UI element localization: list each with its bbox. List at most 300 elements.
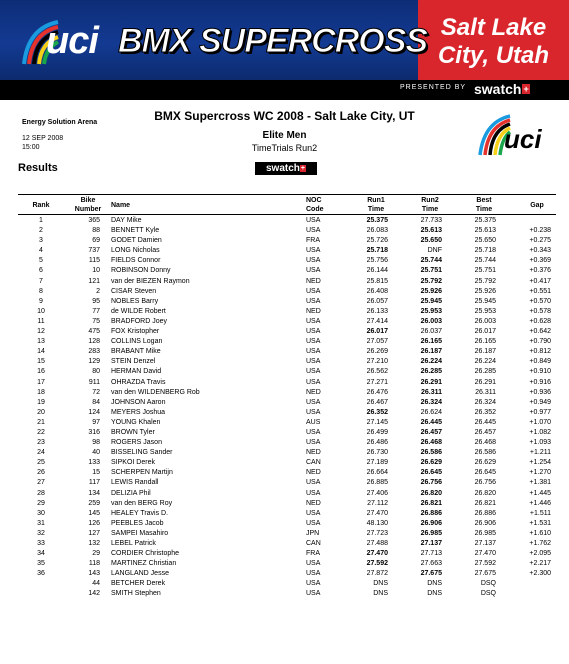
run1-time-cell: 26.017 xyxy=(366,328,388,336)
noc-code-cell: USA xyxy=(306,519,321,527)
table-row xyxy=(0,428,569,438)
event-banner xyxy=(0,0,569,100)
rank-cell: 14 xyxy=(37,348,45,356)
run2-time-cell: 26.285 xyxy=(420,368,442,376)
page-title: BMX Supercross WC 2008 - Salt Lake City, UT xyxy=(154,109,415,123)
rank-cell: 21 xyxy=(37,418,45,426)
table-row xyxy=(0,347,569,357)
bike-number-cell: 316 xyxy=(88,428,100,436)
table-row xyxy=(0,458,569,468)
col-header-run1-line2: Time xyxy=(367,206,385,213)
best-time-cell: 26.586 xyxy=(474,449,496,457)
run1-time-cell: 26.476 xyxy=(366,388,388,396)
col-header-best-line2: Time xyxy=(475,206,493,213)
bike-number-cell: 88 xyxy=(92,227,100,235)
best-time-cell: 27.470 xyxy=(474,550,496,558)
col-header-run1-line1: Run1 xyxy=(367,197,385,204)
bike-number-cell: 365 xyxy=(88,217,100,224)
rank-cell: 3 xyxy=(39,237,43,245)
col-header-best-line1: Best xyxy=(476,197,492,204)
table-row xyxy=(0,307,569,317)
bike-number-cell: 95 xyxy=(92,297,100,305)
rank-cell: 15 xyxy=(37,358,45,366)
rider-name-cell: SIPKOI Derek xyxy=(111,459,155,467)
best-time-cell: 25.945 xyxy=(474,297,496,305)
run1-time-cell: 26.144 xyxy=(366,267,388,275)
best-time-cell: 27.675 xyxy=(474,570,496,578)
noc-code-cell: USA xyxy=(306,267,321,275)
rider-name-cell: SMITH Stephen xyxy=(111,590,161,598)
run1-time-cell: 25.726 xyxy=(366,237,388,245)
best-time-cell: 26.886 xyxy=(474,509,496,517)
run2-time-cell: 26.291 xyxy=(420,378,442,386)
venue-name: Energy Solution Arena xyxy=(22,119,98,126)
rank-cell: 5 xyxy=(39,257,43,265)
noc-code-cell: USA xyxy=(306,398,321,406)
rider-name-cell: BRADFORD Joey xyxy=(111,317,168,325)
rank-cell: 2 xyxy=(39,227,43,235)
run1-time-cell: 27.723 xyxy=(366,529,388,537)
bike-number-cell: 129 xyxy=(88,358,100,366)
col-header-run2-line1: Run2 xyxy=(421,197,439,204)
gap-cell: +2.217 xyxy=(529,560,551,568)
noc-code-cell: USA xyxy=(306,439,321,447)
run2-time-cell: 25.613 xyxy=(420,227,442,235)
gap-cell: +0.916 xyxy=(529,378,551,386)
rider-name-cell: SCHERPEN Martijn xyxy=(111,469,173,477)
gap-cell: +1.762 xyxy=(529,540,551,547)
table-row xyxy=(0,297,569,307)
table-row xyxy=(0,246,569,256)
noc-code-cell: USA xyxy=(306,317,321,325)
gap-cell: +0.642 xyxy=(529,328,551,336)
col-header-run1 xyxy=(360,196,392,214)
run2-time-cell: DNS xyxy=(427,580,442,588)
rider-name-cell: MEYERS Joshua xyxy=(111,408,166,416)
best-time-cell: 26.285 xyxy=(474,368,496,376)
rider-name-cell: STEIN Denzel xyxy=(111,358,156,366)
noc-code-cell: USA xyxy=(306,378,321,386)
run1-time-cell: 26.885 xyxy=(366,479,388,487)
rider-name-cell: van den BERG Roy xyxy=(111,499,173,507)
table-row xyxy=(0,236,569,246)
rider-name-cell: BROWN Tyler xyxy=(111,428,155,436)
noc-code-cell: NED xyxy=(306,307,321,315)
best-time-cell: 26.906 xyxy=(474,519,496,527)
best-time-cell: 26.291 xyxy=(474,378,496,386)
run1-time-cell: 25.718 xyxy=(366,247,388,255)
rider-name-cell: BRABANT Mike xyxy=(111,348,161,356)
gap-cell: +0.417 xyxy=(529,277,551,285)
uci-logo-right-text: uci xyxy=(504,124,542,154)
run1-time-cell: 26.730 xyxy=(366,449,388,457)
gap-cell: +1.070 xyxy=(529,418,551,426)
table-row xyxy=(0,519,569,529)
rider-name-cell: GODET Damien xyxy=(111,237,162,245)
noc-code-cell: USA xyxy=(306,580,321,588)
rank-cell: 18 xyxy=(37,388,45,396)
rider-name-cell: LEWIS Randall xyxy=(111,479,159,487)
run2-time-cell: 26.187 xyxy=(420,348,442,356)
table-row xyxy=(0,378,569,388)
table-row xyxy=(0,287,569,297)
rider-name-cell: BETCHER Derek xyxy=(111,580,166,588)
rider-name-cell: MARTINEZ Christian xyxy=(111,560,177,568)
rank-cell: 17 xyxy=(37,378,45,386)
run2-time-cell: DNS xyxy=(427,590,442,598)
table-row xyxy=(0,468,569,478)
run2-time-cell: 26.468 xyxy=(420,439,442,447)
bike-number-cell: 77 xyxy=(92,307,100,315)
col-header-gap: Gap xyxy=(530,202,544,209)
sponsor-badge-plus-icon: + xyxy=(300,165,305,172)
run2-time-cell: 26.756 xyxy=(420,479,442,487)
rank-cell: 31 xyxy=(37,519,45,527)
bike-number-cell: 134 xyxy=(88,489,100,497)
bike-number-cell: 10 xyxy=(92,267,100,275)
noc-code-cell: CAN xyxy=(306,540,321,547)
run1-time-cell: 25.815 xyxy=(366,277,388,285)
rank-cell: 20 xyxy=(37,408,45,416)
noc-code-cell: AUS xyxy=(306,418,321,426)
bike-number-cell: 127 xyxy=(88,529,100,537)
bike-number-cell: 72 xyxy=(92,388,100,396)
bike-number-cell: 80 xyxy=(92,368,100,376)
col-header-rank: Rank xyxy=(32,202,50,209)
table-row xyxy=(0,256,569,266)
noc-code-cell: USA xyxy=(306,338,321,346)
run2-time-cell: 26.224 xyxy=(420,358,442,366)
rider-name-cell: BISSELING Sander xyxy=(111,449,173,457)
table-row xyxy=(0,529,569,539)
bike-number-cell: 84 xyxy=(92,398,100,406)
rider-name-cell: HERMAN David xyxy=(111,368,162,376)
bike-number-cell: 121 xyxy=(88,277,100,285)
rank-cell: 36 xyxy=(37,570,45,578)
rider-name-cell: YOUNG Khalen xyxy=(111,418,161,426)
run1-time-cell: 25.375 xyxy=(366,217,388,224)
table-row xyxy=(0,589,569,599)
table-row xyxy=(0,539,569,549)
run1-time-cell: 27.112 xyxy=(367,499,388,507)
bike-number-cell: 475 xyxy=(88,328,100,336)
rider-name-cell: van der BIEZEN Raymon xyxy=(111,277,190,285)
run2-time-cell: 25.650 xyxy=(420,237,442,245)
rank-cell: 23 xyxy=(37,439,45,447)
run2-time-cell: 26.324 xyxy=(420,398,442,406)
sponsor-badge xyxy=(255,162,317,175)
run1-time-cell: 27.488 xyxy=(366,540,388,547)
gap-cell: +0.343 xyxy=(529,247,551,255)
run1-time-cell: 27.145 xyxy=(366,418,388,426)
run1-time-cell: 26.467 xyxy=(366,398,388,406)
col-header-run2 xyxy=(414,196,446,214)
run1-time-cell: 26.408 xyxy=(366,287,388,295)
table-row xyxy=(0,226,569,236)
bike-number-cell: 40 xyxy=(92,449,100,457)
table-row xyxy=(0,388,569,398)
series-title: BMX SUPERCROSS xyxy=(118,22,428,60)
noc-code-cell: USA xyxy=(306,358,321,366)
best-time-cell: 25.751 xyxy=(474,267,496,275)
sponsor-plus-icon: + xyxy=(523,84,529,94)
run2-time-cell: 25.751 xyxy=(420,267,442,275)
run2-time-cell: 26.624 xyxy=(420,408,442,416)
best-time-cell: 26.445 xyxy=(474,418,496,426)
bike-number-cell: 97 xyxy=(92,418,100,426)
run2-time-cell: 26.820 xyxy=(420,489,442,497)
rank-cell: 4 xyxy=(39,247,43,255)
gap-cell: +0.238 xyxy=(529,227,551,235)
sponsor-name: swatch xyxy=(474,81,522,97)
rider-name-cell: FIELDS Connor xyxy=(111,257,161,265)
col-header-bike xyxy=(68,196,108,214)
run2-time-cell: 27.733 xyxy=(420,217,442,224)
rider-name-cell: DAY Mike xyxy=(111,217,142,224)
gap-cell: +0.578 xyxy=(529,307,551,315)
sponsor-badge-name: swatch xyxy=(266,163,300,174)
table-row xyxy=(0,579,569,589)
sponsor-logo xyxy=(474,81,530,97)
run1-time-cell: 27.271 xyxy=(366,378,388,386)
noc-code-cell: JPN xyxy=(306,529,320,537)
bike-number-cell: 283 xyxy=(88,348,100,356)
gap-cell: +2.300 xyxy=(529,570,551,578)
rank-cell: 22 xyxy=(37,428,45,436)
run2-time-cell: 26.037 xyxy=(420,328,442,336)
run2-time-cell: 26.985 xyxy=(420,529,442,537)
bike-number-cell: 75 xyxy=(92,317,100,325)
run-subtitle: TimeTrials Run2 xyxy=(251,143,318,153)
best-time-cell: 26.017 xyxy=(474,328,496,336)
best-time-cell: 26.629 xyxy=(474,459,496,467)
run2-time-cell: 26.457 xyxy=(420,428,442,436)
run1-time-cell: 26.664 xyxy=(366,469,388,477)
best-time-cell: 25.375 xyxy=(474,217,496,224)
rider-name-cell: JOHNSON Aaron xyxy=(111,398,166,406)
gap-cell: +0.812 xyxy=(529,348,551,356)
noc-code-cell: CAN xyxy=(306,459,321,467)
gap-cell: +0.376 xyxy=(529,267,551,275)
best-time-cell: 27.137 xyxy=(474,540,496,547)
run2-time-cell: 27.713 xyxy=(420,550,442,558)
gap-cell: +1.610 xyxy=(529,529,551,537)
run1-time-cell: 26.352 xyxy=(366,408,388,416)
run2-time-cell: 27.663 xyxy=(420,560,442,568)
gap-cell: +1.445 xyxy=(529,489,551,497)
table-row xyxy=(0,569,569,579)
col-header-bike-line2: Number xyxy=(74,206,102,213)
event-date: 12 SEP 2008 xyxy=(22,135,64,142)
table-row xyxy=(0,509,569,519)
run1-time-cell: 27.470 xyxy=(366,550,388,558)
uci-logo-text: uci xyxy=(46,20,98,62)
noc-code-cell: FRA xyxy=(306,550,320,558)
noc-code-cell: USA xyxy=(306,570,321,578)
rider-name-cell: NOBLES Barry xyxy=(111,297,159,305)
run2-time-cell: 25.792 xyxy=(420,277,442,285)
noc-code-cell: USA xyxy=(306,428,321,436)
run2-time-cell: 26.445 xyxy=(420,418,442,426)
gap-cell: +0.977 xyxy=(529,408,551,416)
table-row xyxy=(0,337,569,347)
col-header-bike-line1: Bike xyxy=(80,197,96,204)
rank-cell: 6 xyxy=(39,267,43,275)
rider-name-cell: BENNETT Kyle xyxy=(111,227,160,235)
rider-name-cell: HEALEY Travis D. xyxy=(111,509,169,517)
best-time-cell: 26.224 xyxy=(474,358,496,366)
gap-cell: +0.910 xyxy=(529,368,551,376)
run2-time-cell: 27.675 xyxy=(420,570,442,578)
table-row xyxy=(0,478,569,488)
gap-cell: +0.628 xyxy=(529,317,551,325)
run2-time-cell: 26.586 xyxy=(420,449,442,457)
bike-number-cell: 124 xyxy=(88,408,100,416)
bike-number-cell: 911 xyxy=(88,378,100,386)
rider-name-cell: ROBINSON Donny xyxy=(111,267,171,275)
best-time-cell: 26.165 xyxy=(474,338,496,346)
run2-time-cell: 26.311 xyxy=(420,388,442,396)
rider-name-cell: de WILDE Robert xyxy=(111,307,166,315)
best-time-cell: 27.592 xyxy=(474,560,496,568)
run1-time-cell: 27.414 xyxy=(366,317,388,325)
bike-number-cell: 259 xyxy=(88,499,100,507)
run1-time-cell: 27.592 xyxy=(366,560,388,568)
rider-name-cell: FOX Kristopher xyxy=(111,328,160,336)
noc-code-cell: USA xyxy=(306,408,321,416)
rider-name-cell: OHRAZDA Travis xyxy=(111,378,166,386)
noc-code-cell: USA xyxy=(306,227,321,235)
gap-cell: +0.790 xyxy=(529,338,551,346)
col-header-noc xyxy=(306,196,324,214)
col-header-noc-line2: Code xyxy=(306,206,324,213)
noc-code-cell: USA xyxy=(306,509,321,517)
run2-time-cell: 26.821 xyxy=(420,499,442,507)
rank-cell: 25 xyxy=(37,459,45,467)
rider-name-cell: LONG Nicholas xyxy=(111,247,160,255)
best-time-cell: 26.645 xyxy=(474,469,496,477)
event-time: 15:00 xyxy=(22,144,40,151)
noc-code-cell: USA xyxy=(306,217,321,224)
rider-name-cell: CISAR Steven xyxy=(111,287,157,295)
rank-cell: 9 xyxy=(39,297,43,305)
run2-time-cell: 25.953 xyxy=(420,307,442,315)
gap-cell: +1.093 xyxy=(529,439,551,447)
gap-cell: +1.082 xyxy=(529,428,551,436)
bike-number-cell: 44 xyxy=(92,580,100,588)
noc-code-cell: NED xyxy=(306,449,321,457)
rank-cell: 16 xyxy=(37,368,45,376)
run2-time-cell: 25.945 xyxy=(420,297,442,305)
rank-cell: 26 xyxy=(37,469,45,477)
gap-cell: +0.949 xyxy=(529,398,551,406)
noc-code-cell: FRA xyxy=(306,237,320,245)
best-time-cell: 25.744 xyxy=(474,257,496,265)
run1-time-cell: 27.470 xyxy=(366,509,388,517)
bike-number-cell: 737 xyxy=(88,247,100,255)
rank-cell: 13 xyxy=(37,338,45,346)
bike-number-cell: 145 xyxy=(88,509,100,517)
table-row xyxy=(0,216,569,226)
rider-name-cell: CORDIER Christophe xyxy=(111,550,180,558)
best-time-cell: 25.792 xyxy=(474,277,496,285)
rank-cell: 32 xyxy=(37,529,45,537)
gap-cell: +0.551 xyxy=(529,287,551,295)
table-header-rule xyxy=(18,214,556,215)
table-row xyxy=(0,418,569,428)
noc-code-cell: USA xyxy=(306,368,321,376)
run1-time-cell: DNS xyxy=(373,580,388,588)
rank-cell: 35 xyxy=(37,560,45,568)
noc-code-cell: USA xyxy=(306,247,321,255)
col-header-best xyxy=(468,196,500,214)
col-header-noc-line1: NOC xyxy=(306,197,322,204)
run2-time-cell: 26.645 xyxy=(420,469,442,477)
rank-cell: 11 xyxy=(37,317,45,325)
gap-cell: +1.381 xyxy=(529,479,551,487)
bike-number-cell: 115 xyxy=(88,257,100,265)
table-row xyxy=(0,367,569,377)
rank-cell: 34 xyxy=(37,550,45,558)
bike-number-cell: 126 xyxy=(88,519,100,527)
gap-cell: +0.936 xyxy=(529,388,551,396)
table-row xyxy=(0,448,569,458)
run1-time-cell: 27.057 xyxy=(366,338,388,346)
run2-time-cell: 26.003 xyxy=(420,317,442,325)
table-row xyxy=(0,266,569,276)
noc-code-cell: USA xyxy=(306,489,321,497)
rank-cell: 29 xyxy=(37,499,45,507)
results-table-body xyxy=(0,216,569,600)
rank-cell: 8 xyxy=(39,287,43,295)
rank-cell: 27 xyxy=(37,479,45,487)
gap-cell: +1.446 xyxy=(529,499,551,507)
run2-time-cell: 26.886 xyxy=(420,509,442,517)
best-time-cell: 26.756 xyxy=(474,479,496,487)
run2-time-cell: 26.165 xyxy=(420,338,442,346)
noc-code-cell: USA xyxy=(306,560,321,568)
presented-by-label: PRESENTED BY xyxy=(400,84,467,91)
table-row xyxy=(0,317,569,327)
table-row xyxy=(0,559,569,569)
run2-time-cell: 26.906 xyxy=(420,519,442,527)
gap-cell: +0.369 xyxy=(529,257,551,265)
gap-cell: +1.211 xyxy=(529,449,551,457)
best-time-cell: DSQ xyxy=(480,590,496,598)
bike-number-cell: 118 xyxy=(88,560,100,568)
run2-time-cell: 27.137 xyxy=(420,540,442,547)
noc-code-cell: USA xyxy=(306,257,321,265)
noc-code-cell: NED xyxy=(306,499,321,507)
best-time-cell: 26.003 xyxy=(474,317,496,325)
noc-code-cell: USA xyxy=(306,479,321,487)
run1-time-cell: 27.872 xyxy=(366,570,388,578)
rider-name-cell: LANGLAND Jesse xyxy=(111,570,169,578)
table-row xyxy=(0,357,569,367)
bike-number-cell: 98 xyxy=(92,439,100,447)
gap-cell: +0.570 xyxy=(529,297,551,305)
city-line-2: City, Utah xyxy=(437,42,550,69)
col-header-name: Name xyxy=(111,202,131,209)
rank-cell: 28 xyxy=(37,489,45,497)
rider-name-cell: PEEBLES Jacob xyxy=(111,519,164,527)
noc-code-cell: USA xyxy=(306,590,321,598)
gap-cell: +0.275 xyxy=(529,237,551,245)
run2-time-cell: 26.629 xyxy=(420,459,442,467)
best-time-cell: 25.926 xyxy=(474,287,496,295)
best-time-cell: DSQ xyxy=(480,580,496,588)
run1-time-cell: 26.133 xyxy=(366,307,388,315)
